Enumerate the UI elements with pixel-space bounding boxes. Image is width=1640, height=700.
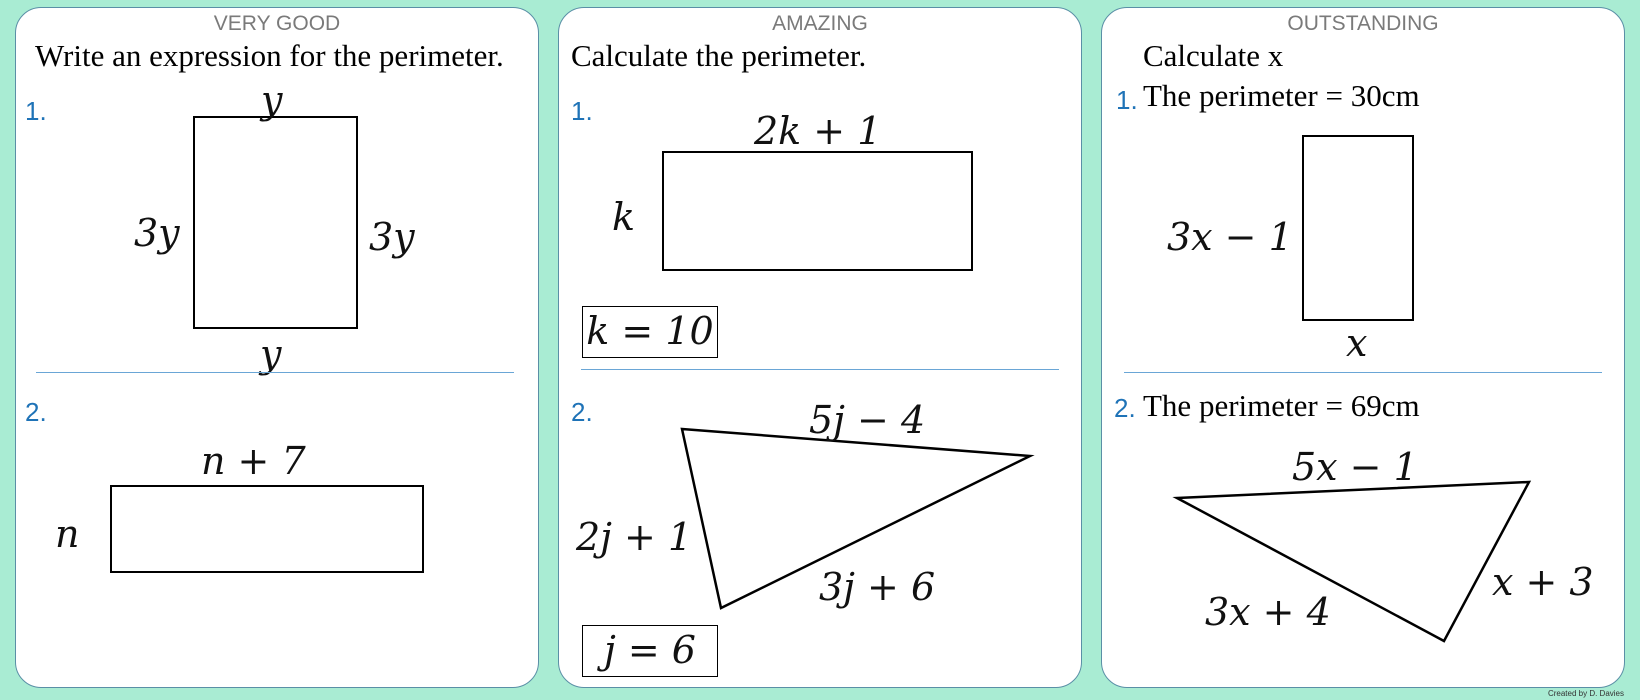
rectangle-shape bbox=[193, 116, 358, 329]
side-label-left: 3y bbox=[134, 211, 180, 255]
question-number: 1. bbox=[25, 96, 47, 126]
perimeter-statement: The perimeter = 30cm bbox=[1143, 78, 1420, 113]
panel-heading: Write an expression for the perimeter. bbox=[35, 38, 504, 73]
side-label-bottom: 3j + 6 bbox=[819, 565, 936, 609]
side-label-top: 2k + 1 bbox=[754, 109, 882, 153]
rectangle-shape bbox=[110, 485, 424, 573]
side-label-top: 5j − 4 bbox=[809, 398, 926, 442]
panel-outstanding bbox=[1101, 7, 1625, 688]
side-label-right: 3y bbox=[369, 215, 415, 259]
side-label-right: x + 3 bbox=[1492, 560, 1594, 604]
side-label-bottom: y bbox=[260, 332, 282, 376]
panel-title: AMAZING bbox=[772, 12, 868, 35]
question-number: 2. bbox=[1114, 393, 1136, 423]
side-label-bottom: 3x + 4 bbox=[1205, 590, 1331, 634]
side-label-left: 3x − 1 bbox=[1167, 215, 1293, 259]
panel-heading: Calculate the perimeter. bbox=[571, 38, 867, 73]
question-number: 1. bbox=[571, 96, 593, 126]
question-divider bbox=[36, 372, 514, 373]
panel-heading: Calculate x bbox=[1143, 38, 1284, 73]
question-number: 1. bbox=[1116, 85, 1138, 115]
credit-text: Created by D. Davies bbox=[1547, 689, 1624, 698]
perimeter-statement: The perimeter = 69cm bbox=[1143, 388, 1420, 423]
side-label-top: 5x − 1 bbox=[1292, 445, 1418, 489]
side-label-left: n bbox=[55, 512, 80, 556]
panel-title: OUTSTANDING bbox=[1287, 12, 1439, 35]
side-label-left: 2j + 1 bbox=[576, 515, 693, 559]
question-number: 2. bbox=[25, 397, 47, 427]
side-label-top: n + 7 bbox=[201, 439, 306, 483]
panel-amazing bbox=[558, 7, 1082, 688]
given-value-box: k = 10 bbox=[582, 306, 718, 358]
given-value-box: j = 6 bbox=[582, 625, 718, 677]
side-label-bottom: x bbox=[1346, 321, 1368, 365]
side-label-left: k bbox=[612, 195, 636, 239]
panel-title: VERY GOOD bbox=[213, 12, 341, 35]
panel-very-good bbox=[15, 7, 539, 688]
side-label-top: y bbox=[261, 78, 283, 122]
question-number: 2. bbox=[571, 397, 593, 427]
